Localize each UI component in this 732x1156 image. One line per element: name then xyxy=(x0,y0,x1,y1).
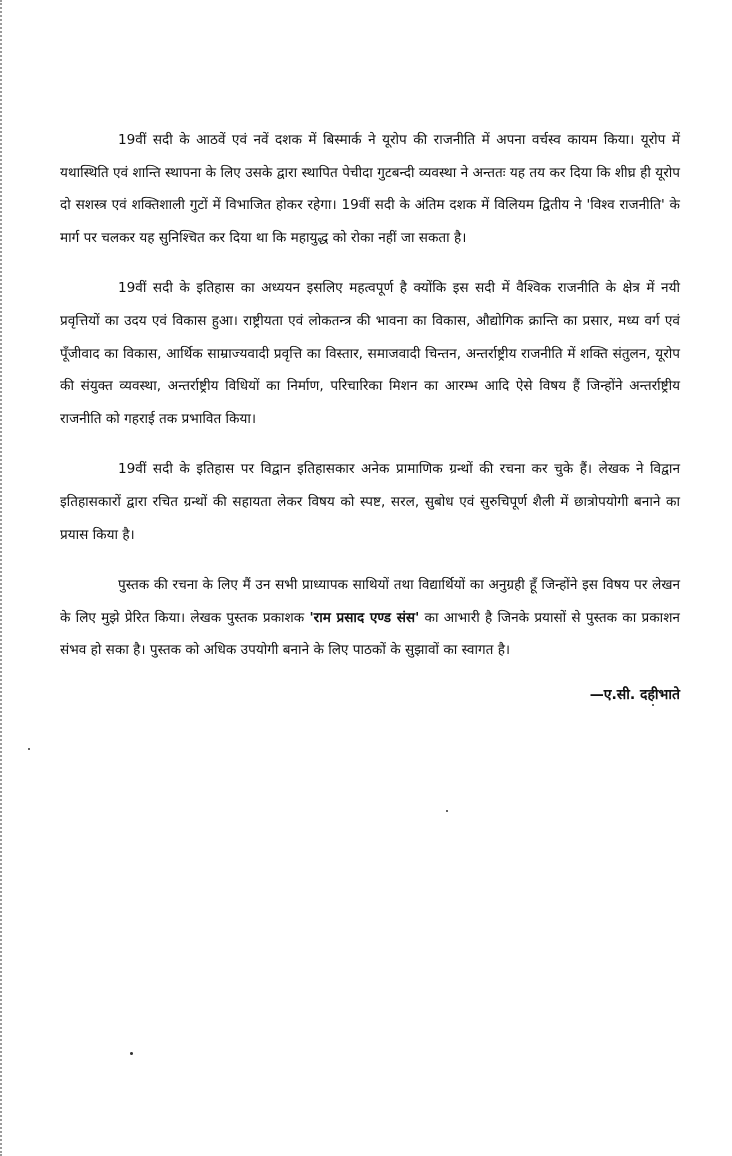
paragraph-4 xyxy=(60,569,680,667)
paragraph-3: 19वीं सदी के इतिहास पर विद्वान इतिहासकार अनेक प्रामाणिक ग्रन्थों की रचना कर चुके हैं। लेखक ने विद्वान इतिहासकारों द्वारा रचित ग्रन्थों की सहायता लेकर विषय को स्पष्ट, सरल, सुबोध एवं सुरुचिपूर्ण शैली में छात्रोपयोगी बनाने का प्रयास किया है। xyxy=(60,461,680,543)
scan-speck xyxy=(652,704,654,706)
preface-body xyxy=(60,124,680,704)
paragraph-1: 19वीं सदी के आठवें एवं नवें दशक में बिस्मार्क ने यूरोप की राजनीति में अपना वर्चस्व कायम किया। यूरोप में यथास्थिति एवं शान्ति स्थापना के लिए उसके द्वारा स्थापित पेचीदा गुटबन्दी व्यवस्था ने अन्ततः यह तय कर दिया कि शीघ्र ही यूरोप दो सशस्त्र एवं शक्तिशाली गुटों में विभाजित होकर रहेगा। 19वीं सदी के अंतिम दशक में विलियम द्वितीय ने 'विश्व राजनीति' के मार्ग पर चलकर यह सुनिश्चित कर दिया था कि महायुद्ध को रोका नहीं जा सकता है। xyxy=(60,132,680,246)
author-signature: —ए.सी. दहीभाते xyxy=(589,686,680,703)
scan-speck xyxy=(130,1052,133,1055)
publisher-name: 'राम प्रसाद एण्ड संस' xyxy=(309,609,420,626)
paragraph-4-text-start: पुस्तक की रचना के लिए मैं उन सभी प्राध्यापक साथियों तथा विद्यार्थियों का अनुग्रही हूँ जिन्होंने इस विषय पर लेखन के लिए मुझे प्रेरित किया। लेखक पुस्तक प्रकाशक xyxy=(60,577,680,626)
scan-speck xyxy=(28,748,30,750)
paragraph-4-text-end: का आभारी है जिनके प्रयासों से पुस्तक का प्रकाशन संभव हो सका है। पुस्तक को अधिक उपयोगी बनाने के लिए पाठकों के सुझावों का स्वागत है। xyxy=(60,609,680,659)
paragraph-2: 19वीं सदी के इतिहास का अध्ययन इसलिए महत्वपूर्ण है क्योंकि इस सदी में वैश्विक राजनीति के क्षेत्र में नयी प्रवृत्तियों का उदय एवं विकास हुआ। राष्ट्रीयता एवं लोकतन्त्र की भावना का विकास, औद्योगिक क्रान्ति का प्रसार, मध्य वर्ग एवं पूँजीवाद का विकास, आर्थिक साम्राज्यवादी प्रवृत्ति का विस्तार, समाजवादी चिन्तन, अन्तर्राष्ट्रीय राजनीति में शक्ति संतुलन, यूरोप की संयुक्त व्यवस्था, अन्तर्राष्ट्रीय विधियों का निर्माण, परिचारिका मिशन का आरम्भ आदि ऐसे विषय हैं जिन्होंने अन्तर्राष्ट्रीय राजनीति को गहराई तक प्रभावित किया। xyxy=(60,280,680,427)
scan-speck xyxy=(446,810,448,812)
